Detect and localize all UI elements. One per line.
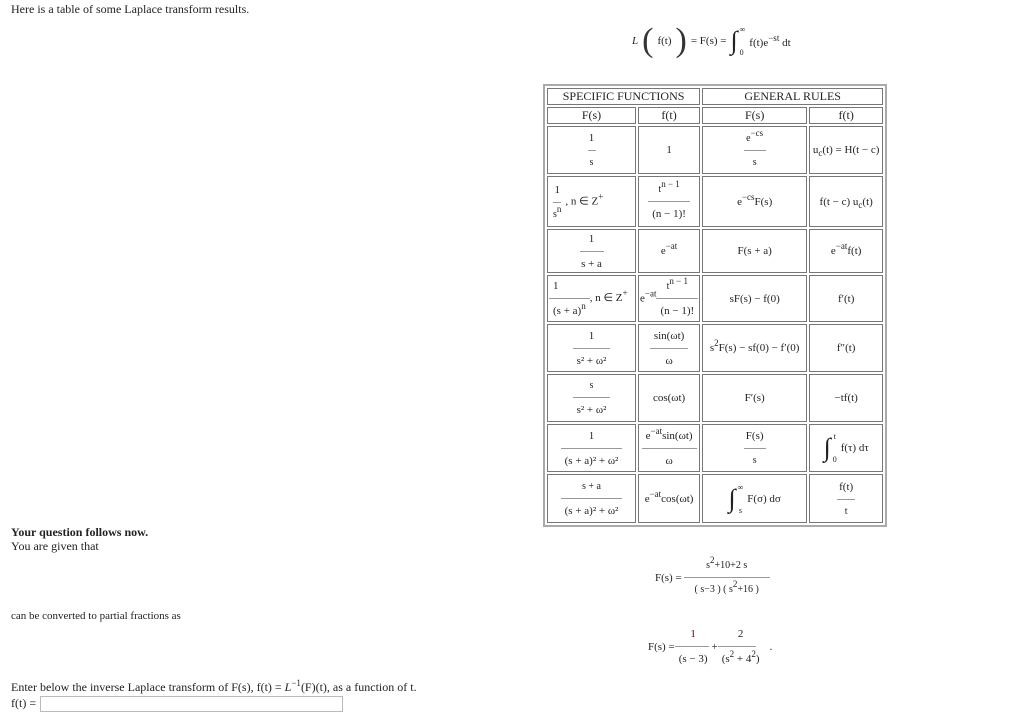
math-part: [809, 424, 883, 472]
math-text: (s − 3): [678, 653, 708, 665]
fraction-bar: [648, 201, 690, 202]
fraction-bar: [642, 448, 697, 449]
def-eq: = F(s) =: [690, 35, 727, 47]
integral: [730, 25, 749, 57]
integral: [728, 483, 780, 515]
table-row: [547, 424, 883, 472]
math-text: n − 1: [669, 275, 688, 286]
integral-sign-icon: ∫: [730, 26, 738, 55]
math-text: F(s + a): [702, 229, 807, 273]
math-text: s: [752, 156, 757, 168]
math-part: [654, 178, 683, 195]
math-text: 2: [729, 649, 735, 659]
math-text: +: [622, 288, 628, 299]
math-part: [702, 474, 807, 523]
math-text: c: [858, 199, 863, 210]
math-part: [835, 481, 857, 517]
question-heading: Your question follows now.: [11, 525, 149, 539]
math-part: [718, 649, 764, 665]
math-text: s² + ω²: [576, 354, 607, 367]
math-part: [638, 474, 700, 523]
math-text: u: [812, 144, 819, 156]
math-part: [690, 579, 762, 595]
exp: −st: [768, 33, 780, 43]
math-part: [718, 628, 764, 665]
math-part: [702, 424, 807, 472]
math-text: F(s): [745, 430, 764, 442]
math-part: [561, 481, 623, 517]
fraction-bar: [744, 448, 766, 449]
math-part: [549, 301, 590, 317]
math-text: F(σ) dσ: [747, 492, 781, 505]
math-text: cos(ωt): [638, 374, 700, 422]
fraction-bar: [588, 150, 596, 151]
math-text: t: [658, 183, 662, 195]
math-text: c: [818, 148, 823, 158]
math-text: (n − 1)!: [660, 304, 695, 317]
math-part: [742, 127, 767, 168]
math-part: (: [642, 22, 654, 59]
math-text: f(t − c) u: [819, 195, 859, 208]
math-text: −at: [650, 425, 663, 436]
math-part: [740, 25, 746, 57]
math-text: , n ∈ Z: [565, 195, 599, 208]
math-text: e: [660, 245, 666, 257]
math-text: 2: [732, 579, 738, 589]
math-text: −at: [835, 241, 848, 251]
math-text: F(s) =: [655, 571, 682, 584]
math-text: F(s) =: [648, 640, 675, 653]
math-text: sin(ωt): [662, 429, 693, 442]
math-text: cos(ωt): [661, 492, 694, 505]
converted-text: can be converted to partial fractions as: [11, 610, 181, 622]
math-text: n − 1: [661, 178, 680, 189]
math-text: (t): [862, 195, 873, 208]
math-part: [638, 229, 700, 273]
math-text: t: [844, 505, 848, 517]
math-text: n: [556, 203, 562, 214]
math-text: ∞: [739, 25, 746, 34]
math-text: f(τ) dτ: [840, 442, 869, 454]
math-text: 0: [832, 455, 837, 464]
prompt-text: [11, 680, 417, 695]
math-text: 2: [751, 649, 756, 659]
math-text: e: [737, 195, 742, 208]
math-text: 1: [588, 132, 595, 144]
math-text: 0: [739, 48, 744, 57]
fraction-bar: [744, 150, 766, 151]
math-part: [561, 430, 623, 467]
integral-sign-icon: ∫: [728, 483, 736, 513]
math-part: ): [675, 22, 687, 59]
math-part: [549, 280, 590, 317]
math-text: F(s): [754, 195, 773, 208]
fraction-bar: [553, 202, 561, 203]
math-text: sF(s) − f(0): [702, 275, 807, 322]
math-part: [833, 432, 837, 464]
math-part: [547, 176, 636, 227]
math-part: [642, 425, 697, 442]
math-part: [549, 203, 565, 220]
math-text: e: [644, 492, 650, 505]
header-specific: SPECIFIC FUNCTIONS: [547, 88, 700, 105]
fraction-bar: [549, 298, 590, 299]
header-general: GENERAL RULES: [702, 88, 883, 105]
math-text: s + a: [581, 257, 602, 270]
table-row: [547, 176, 883, 227]
math-part: [573, 330, 611, 367]
math-text: f(t): [839, 480, 854, 493]
math-text: −tf(t): [809, 374, 883, 422]
math-text: +: [598, 191, 604, 202]
math-part: [675, 628, 712, 665]
math-text: F(s) − sf(0) − f′(0): [718, 342, 800, 354]
math-text: 1: [690, 628, 696, 640]
math-text: ω: [665, 354, 673, 367]
math-part: [656, 275, 698, 317]
math-text: 1: [638, 126, 700, 174]
math-text: e: [746, 132, 751, 144]
fraction-bar: [684, 577, 770, 578]
math-part: [663, 275, 692, 292]
subheader: f(t): [809, 107, 883, 124]
integrand: f(t)e: [749, 37, 769, 49]
math-text: f″(t): [809, 324, 883, 372]
math-part: [742, 430, 768, 466]
math-text: sin(ωt): [653, 329, 685, 342]
math-text: s² + ω²: [576, 404, 607, 416]
math-part: [702, 176, 807, 227]
partial-fraction-formula: [648, 628, 772, 665]
fraction-bar: [561, 498, 623, 499]
math-part: [638, 424, 700, 472]
laplace-symbol: L: [632, 35, 639, 47]
math-part: [547, 107, 883, 124]
math-part: [585, 132, 599, 168]
subheader: F(s): [547, 107, 636, 124]
fraction-bar: [650, 348, 688, 349]
math-part: [642, 425, 697, 467]
math-text: n: [581, 301, 586, 311]
math-text: f′(t): [809, 275, 883, 322]
math-text: F′(s): [702, 374, 807, 422]
math-part: [809, 229, 883, 273]
math-text: s: [709, 342, 715, 354]
math-text: +16 ): [737, 584, 759, 595]
laplace-table: [543, 84, 887, 527]
math-text: ∞: [737, 482, 744, 492]
subheader: F(s): [702, 107, 807, 124]
math-text: s: [738, 505, 742, 515]
math-text: s: [752, 455, 757, 466]
math-text: + 4: [734, 653, 752, 665]
fraction-bar: [837, 499, 855, 500]
math-text: Enter below the inverse Laplace transform of F(s), f(t) =: [11, 680, 285, 694]
math-text: e: [830, 245, 836, 257]
math-text: , n ∈ Z: [589, 292, 623, 305]
math-text: 2: [714, 338, 719, 348]
table-row: [547, 324, 883, 372]
math-text: 1: [588, 232, 595, 245]
fraction-bar: [580, 251, 604, 252]
math-part: [547, 275, 636, 322]
math-text: 2: [710, 555, 715, 565]
math-part: [547, 88, 883, 523]
math-text: s: [589, 380, 594, 391]
table-row: [547, 374, 883, 422]
math-part: [547, 126, 636, 174]
math-text: −at: [665, 241, 678, 251]
math-part: [809, 176, 883, 227]
math-text: −at: [649, 488, 662, 499]
math-part: [577, 233, 606, 270]
math-part: [638, 176, 700, 227]
math-part: [648, 178, 690, 220]
math-part: [573, 380, 611, 416]
math-part: [547, 474, 636, 523]
fraction-bar: [573, 397, 611, 398]
math-text: (F)(t), as a function of t.: [300, 680, 417, 694]
math-text: −cs: [741, 191, 755, 202]
math-text: 1: [554, 183, 560, 196]
given-formula: [655, 555, 770, 595]
given-text: You are given that: [11, 539, 99, 553]
math-text: (s: [721, 653, 730, 665]
fraction-bar: [561, 448, 623, 449]
math-text: ω: [665, 454, 673, 467]
fraction-bar: [718, 646, 756, 647]
def-ft: f(t): [657, 35, 672, 47]
math-part: [547, 324, 636, 372]
math-text: e: [640, 292, 645, 305]
integrand-group: [749, 33, 790, 49]
math-text: s: [589, 157, 594, 168]
math-part: [702, 324, 807, 372]
math-text: −at: [644, 288, 657, 299]
math-text: (s + a)² + ω²: [564, 454, 619, 467]
math-text: (t) = H(t − c): [822, 144, 880, 156]
math-part: [650, 330, 688, 367]
math-text: (s + a)² + ω²: [564, 504, 619, 517]
integral: [824, 432, 869, 464]
math-part: [547, 229, 636, 273]
math-part: [547, 424, 636, 472]
math-part: [742, 127, 767, 144]
math-part: [809, 474, 883, 523]
math-part: [702, 555, 751, 571]
math-text: L: [284, 680, 292, 694]
math-text: (s + a): [553, 305, 582, 317]
math-part: [702, 126, 807, 174]
math-text: f(t): [847, 245, 862, 257]
math-text: −cs: [750, 127, 764, 138]
math-text: ( s−3 ) ( s: [694, 584, 733, 595]
fraction-bar: [675, 646, 709, 647]
math-text: 1: [553, 280, 559, 292]
math-text: 1: [588, 329, 595, 342]
math-part: [547, 374, 636, 422]
math-text: (n − 1)!: [652, 207, 686, 220]
math-part: [638, 324, 700, 372]
math-part: [547, 88, 883, 105]
math-text: +: [711, 640, 718, 653]
math-text: s: [706, 560, 711, 571]
table-row: [547, 126, 883, 174]
math-text: ): [755, 653, 760, 665]
laplace-definition: [632, 22, 791, 60]
table-row: [547, 474, 883, 523]
answer-input[interactable]: [40, 696, 343, 712]
table-row: [547, 229, 883, 273]
fraction-bar: [656, 298, 698, 299]
integral-sign-icon: ∫: [823, 433, 831, 462]
math-text: 2: [737, 628, 744, 640]
table-row: [547, 275, 883, 322]
math-text: +10+2 s: [714, 560, 748, 571]
fraction-bar: [573, 348, 611, 349]
math-text: t: [833, 432, 836, 441]
math-part: [684, 555, 770, 595]
math-text: .: [769, 640, 773, 653]
subheader: f(t): [638, 107, 700, 124]
math-part: [809, 126, 883, 174]
math-part: [738, 483, 744, 515]
math-part: [638, 275, 700, 322]
math-text: t: [666, 280, 670, 292]
math-part: [549, 184, 565, 220]
math-text: e: [645, 429, 651, 442]
math-text: 1: [588, 429, 595, 442]
math-text: s: [553, 208, 557, 220]
math-text: −1: [291, 678, 301, 688]
dt: dt: [779, 37, 791, 49]
intro-text: Here is a table of some Laplace transform results.: [11, 2, 250, 16]
math-text: s + a: [582, 480, 601, 492]
answer-label: f(t) =: [11, 696, 37, 710]
